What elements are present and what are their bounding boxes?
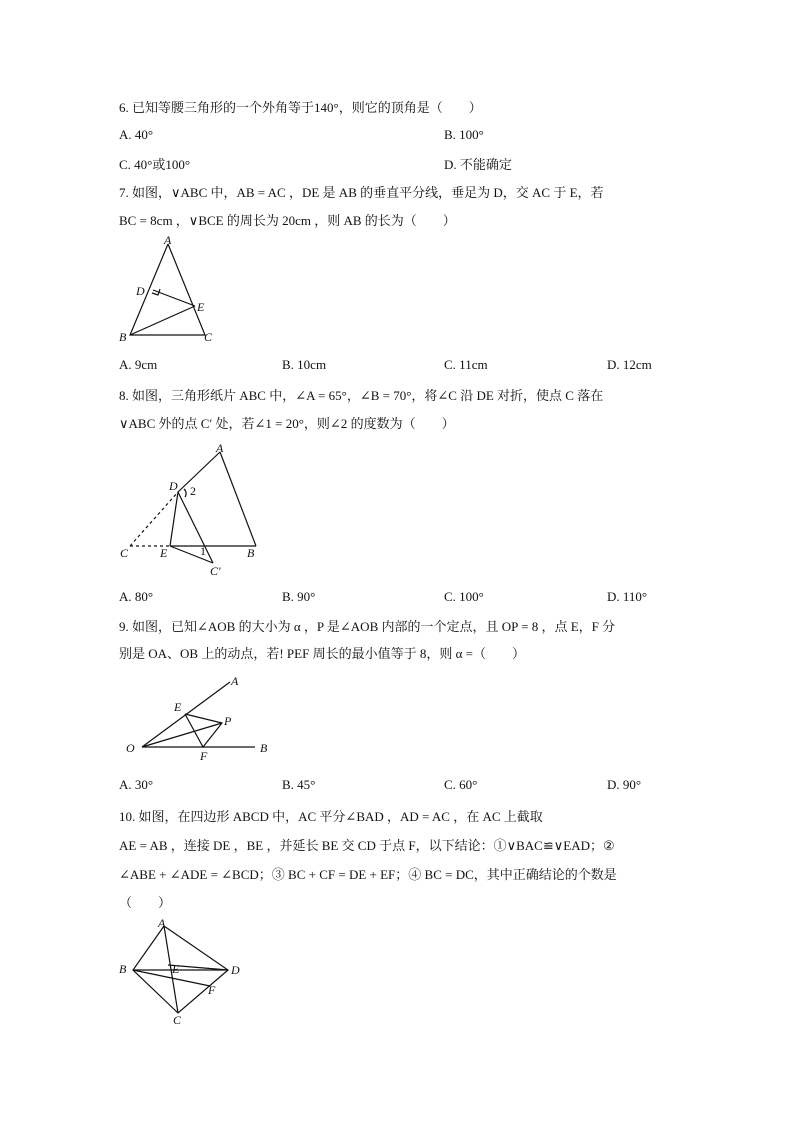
q8-option-b: B. 90°	[282, 589, 316, 604]
segment-op	[142, 723, 222, 747]
label-a: A	[231, 674, 239, 688]
q10-stem-line2: AE = AB ，连接 DE ，BE ，并延长 BE 交 CD 于点 F，以下结论：①∨BAC≌∨EAD；②	[119, 838, 615, 853]
segment-ab	[220, 452, 256, 546]
label-c: C	[204, 330, 213, 344]
q9-option-c: C. 60°	[444, 777, 478, 792]
q7-figure	[112, 232, 222, 347]
label-d: D	[231, 963, 240, 977]
q9-option-b: B. 45°	[282, 777, 316, 792]
q7-stem-line1: 7. 如图，∨ABC 中，AB = AC ，DE 是 AB 的垂直平分线，垂足为 D，交 AC 于 E，若	[119, 185, 604, 200]
q8-stem-line1: 8. 如图，三角形纸片 ABC 中，∠A = 65°，∠B = 70°，将∠C 沿 DE 对折，使点 C 落在	[119, 388, 604, 403]
label-o: O	[126, 741, 135, 755]
q10-stem-line1: 10. 如图，在四边形 ABCD 中，AC 平分∠BAD ，AD = AC ，在 AC 上截取	[119, 809, 543, 824]
q10-stem-line4: （ ）	[119, 895, 172, 910]
label-e: E	[160, 546, 168, 560]
q8-stem-line2: ∨ABC 外的点 C′ 处，若∠1 = 20°，则∠2 的度数为（ ）	[119, 416, 455, 431]
label-c-prime: C′	[210, 564, 221, 578]
q8-figure	[112, 437, 272, 582]
label-1: 1	[200, 544, 206, 558]
q6-option-b: B. 100°	[444, 127, 484, 142]
angle-2-arc	[184, 489, 186, 497]
triangle-pef	[185, 714, 222, 747]
q7-option-c: C. 11cm	[444, 357, 488, 372]
q8-option-a: A. 80°	[119, 589, 154, 604]
label-b: B	[119, 962, 127, 976]
label-b: B	[247, 546, 255, 560]
segment-dc-prime	[178, 492, 213, 563]
q8-option-c: C. 100°	[444, 589, 484, 604]
q8-option-d: D. 110°	[607, 589, 648, 604]
q9-figure	[112, 667, 282, 767]
label-p: P	[224, 714, 232, 728]
q9-option-d: D. 90°	[607, 777, 642, 792]
q6-option-a: A. 40°	[119, 127, 154, 142]
q7-option-a: A. 9cm	[119, 357, 158, 372]
label-d: D	[136, 284, 145, 298]
q10-figure	[110, 913, 255, 1028]
label-e: E	[197, 300, 205, 314]
q6-stem: 6. 已知等腰三角形的一个外角等于140°，则它的顶角是（ ）	[119, 100, 482, 115]
label-a: A	[158, 916, 166, 930]
label-d: D	[169, 479, 178, 493]
label-c: C	[120, 546, 129, 560]
label-e: E	[172, 962, 180, 976]
q9-stem-line1: 9. 如图，已知∠AOB 的大小为 α ，P 是∠AOB 内部的一个定点，且 OP = 8 ，点 E，F 分	[119, 619, 616, 634]
q7-option-b: B. 10cm	[282, 357, 327, 372]
label-b: B	[119, 330, 127, 344]
segment-ad	[178, 452, 220, 492]
label-e: E	[174, 700, 182, 714]
segment-ec-prime	[170, 546, 213, 563]
label-a: A	[216, 441, 224, 455]
q7-option-d: D. 12cm	[607, 357, 652, 372]
label-b: B	[260, 741, 268, 755]
label-2: 2	[190, 484, 196, 498]
q10-stem-line3: ∠ABE + ∠ADE = ∠BCD；③ BC + CF = DE + EF；④ BC = DC，其中正确结论的个数是	[119, 867, 617, 882]
label-a: A	[164, 233, 172, 247]
label-f: F	[200, 749, 208, 763]
q9-option-a: A. 30°	[119, 777, 154, 792]
label-c: C	[173, 1013, 182, 1027]
q6-option-d: D. 不能确定	[444, 157, 512, 172]
q6-option-c: C. 40°或100°	[119, 157, 191, 172]
label-f: F	[208, 983, 216, 997]
q7-stem-line2: BC = 8cm ，∨BCE 的周长为 20cm ，则 AB 的长为（ ）	[119, 213, 456, 228]
q9-stem-line2: 别是 OA、OB 上的动点，若! PEF 周长的最小值等于 8，则 α =（ ）	[119, 646, 525, 661]
